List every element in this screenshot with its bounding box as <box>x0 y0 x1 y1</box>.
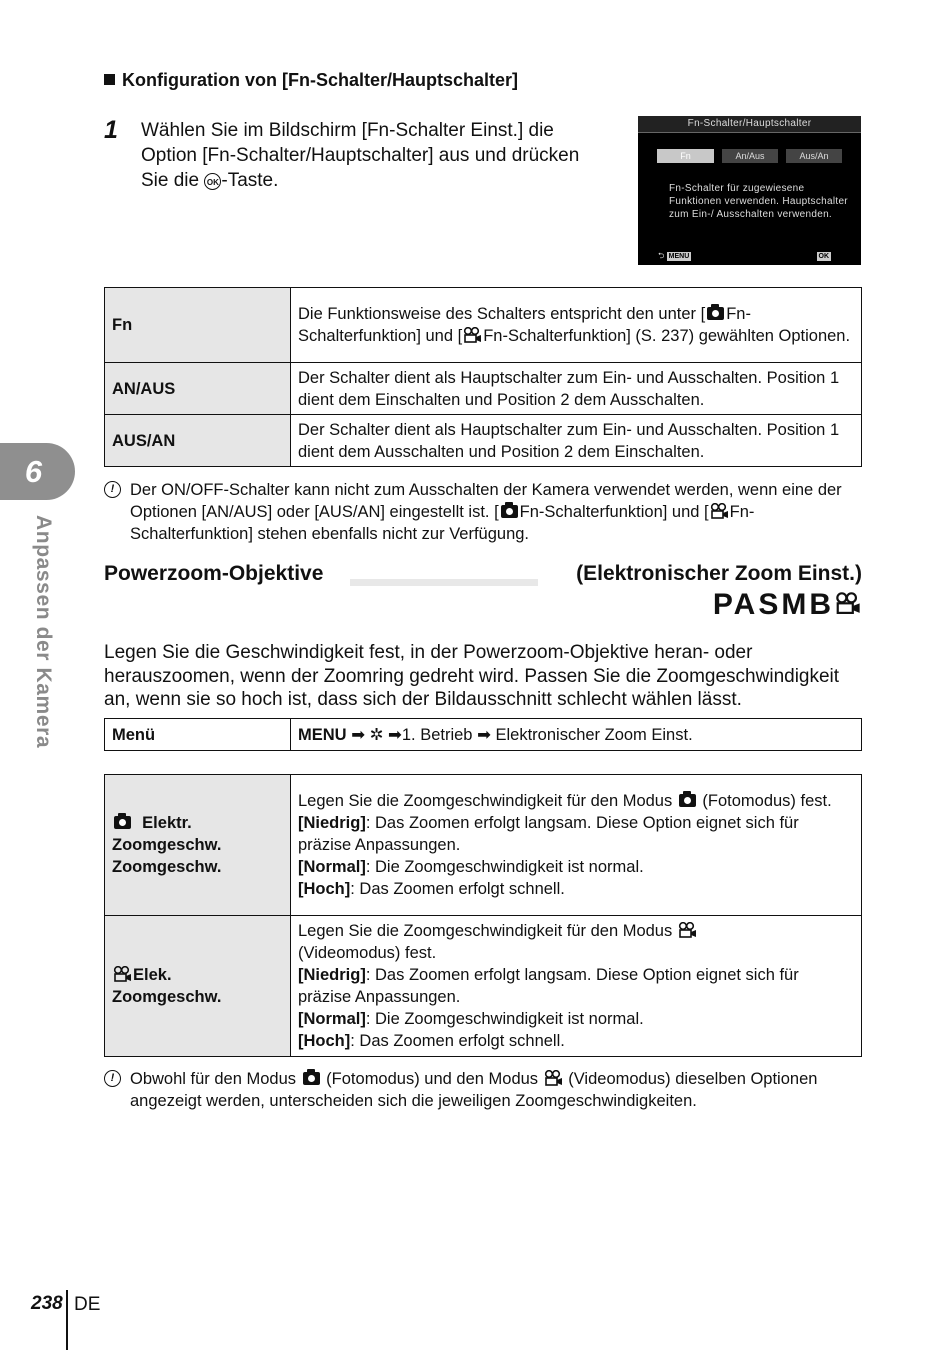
table-text: Legen Sie die Zoomgeschwindigkeit für den Modus <box>298 922 677 940</box>
table-row <box>105 719 862 751</box>
language-code: DE <box>74 1294 101 1315</box>
menu-path <box>291 719 862 751</box>
heading-rule <box>350 579 538 586</box>
table-row <box>105 415 862 467</box>
chapter-title: Anpassen der Kamera <box>32 515 55 749</box>
ok-key[interactable]: OK <box>818 253 829 260</box>
option-label: [Hoch] <box>298 880 351 898</box>
table-text: Fn-Schalterfunktion] und [ <box>298 305 751 345</box>
switch-options-table <box>104 287 862 467</box>
option-label: [Niedrig] <box>298 814 366 832</box>
chapter-title-vertical <box>25 515 55 775</box>
note-text: (Fotomodus) und den Modus <box>321 1070 543 1088</box>
table-key <box>105 916 291 1057</box>
table-text: (Fotomodus) fest. <box>697 792 832 810</box>
table-value <box>291 916 862 1057</box>
note-text: Fn-Schalterfunktion] und [ <box>519 503 709 521</box>
arrow-icon: ➡ <box>388 725 402 744</box>
table-value: Der Schalter dient als Hauptschalter zum Ein- und Ausschalten. Position 1 dient dem Ausschalten und Position 2 dem Einschalten. <box>291 415 862 467</box>
option-label: [Hoch] <box>298 1032 351 1050</box>
menu-path-table <box>104 718 862 751</box>
table-text: (Videomodus) fest. <box>298 944 437 962</box>
section2-paragraph: Legen Sie die Geschwindigkeit fest, in der Powerzoom-Objektive heran- oder herauszoomen, wenn der Zoomring gedreht wird. Passen Sie die Zoomgeschwindigkeit an, wenn sie so hoch ist, dass sich der Bildausschnitt schlecht wählen lässt. <box>104 642 840 710</box>
table-text: Fn-Schalterfunktion] (S. 237) gewählten Optionen. <box>483 327 851 345</box>
table-key: Fn <box>105 288 291 363</box>
table-value: Der Schalter dient als Hauptschalter zum Ein- und Ausschalten. Position 1 dient dem Einschalten und Position 2 dem Ausschalten. <box>291 363 862 415</box>
note-text: (Videomodus) dieselben Optionen angezeigt werden, unterscheiden sich die jeweiligen Zoomgeschwindigkeiten. <box>130 1070 818 1110</box>
video-icon <box>113 966 132 983</box>
camera-icon <box>303 1072 320 1085</box>
camera-icon <box>501 505 518 518</box>
shooting-modes <box>600 588 862 622</box>
section-heading-fn-switch <box>104 70 518 91</box>
section-title: Konfiguration von [Fn-Schalter/Hauptschalter] <box>122 70 519 90</box>
table-text: Legen Sie die Zoomgeschwindigkeit für den Modus <box>298 792 677 810</box>
step-text <box>141 118 611 193</box>
arrow-icon: ➡ <box>477 725 491 744</box>
table-text: : Das Zoomen erfolgt langsam. Diese Option eignet sich für präzise Anpassungen. <box>298 966 799 1006</box>
video-mode-icon <box>835 590 861 614</box>
caution-icon: ! <box>104 481 121 498</box>
table-value <box>291 288 862 363</box>
video-icon <box>710 503 729 520</box>
video-icon <box>678 922 697 939</box>
caution-icon: ! <box>104 1070 121 1087</box>
camera-icon <box>114 816 131 829</box>
camera-icon <box>707 307 724 320</box>
zoom-speed-table <box>104 774 862 1057</box>
table-key-text: Elek. <box>133 966 172 984</box>
mode-letters: PASMB <box>712 588 834 621</box>
option-label: [Niedrig] <box>298 966 366 984</box>
table-text: : Das Zoomen erfolgt langsam. Diese Option eignet sich für präzise Anpassungen. <box>298 814 799 854</box>
camera-screen <box>638 116 861 265</box>
menu-key-label: MENU <box>298 725 347 744</box>
screen-footer <box>638 250 861 264</box>
table-key-text: Zoomgeschw. <box>112 988 222 1006</box>
table-row <box>105 363 862 415</box>
table-row <box>105 916 862 1057</box>
step-text-part: Wählen Sie im Bildschirm [Fn-Schalter Einst.] die Option [Fn-Schalter/Hauptschalter] aus und drücken Sie die <box>141 120 580 191</box>
note-text: Der ON/OFF-Schalter kann nicht zum Ausschalten der Kamera verwendet werden, wenn eine der Optionen [AN/AUS] oder [AUS/AN] eingestellt ist. [ <box>130 481 842 521</box>
table-key <box>105 775 291 916</box>
option-label: [Normal] <box>298 1010 366 1028</box>
step-text-part: -Taste. <box>221 170 279 191</box>
video-icon <box>544 1070 563 1087</box>
table-text: : Das Zoomen erfolgt schnell. <box>350 880 565 898</box>
chapter-tab[interactable]: 6 <box>0 443 75 500</box>
table-text: : Das Zoomen erfolgt schnell. <box>350 1032 565 1050</box>
table-value <box>291 775 862 916</box>
table-key: AN/AUS <box>105 363 291 415</box>
screen-description: Fn-Schalter für zugewiesene Funktionen verwenden. Hauptschalter zum Ein-/ Ausschalten verwenden. <box>669 183 848 220</box>
footer-divider <box>66 1290 68 1350</box>
table-text: Die Funktionsweise des Schalters entspricht den unter [ <box>298 305 706 323</box>
table-key-text: Elektr. <box>142 814 192 832</box>
table-text: : Die Zoomgeschwindigkeit ist normal. <box>365 1010 644 1028</box>
table-row <box>105 775 862 916</box>
screen-option-an-aus[interactable]: An/Aus <box>722 149 778 163</box>
step-number: 1 <box>104 116 118 144</box>
back-arrow-icon: ⮌ <box>658 251 665 260</box>
gear-icon: ✲ <box>369 725 384 744</box>
screen-option-fn[interactable]: Fn <box>657 149 714 163</box>
page-number: 238 <box>31 1293 63 1314</box>
ok-button-icon: OK <box>204 173 221 190</box>
section2-menu-name: (Elektronischer Zoom Einst.) <box>576 562 862 585</box>
menu-item: 1. Betrieb <box>401 725 473 744</box>
camera-icon <box>679 794 696 807</box>
table-text: : Die Zoomgeschwindigkeit ist normal. <box>365 858 644 876</box>
screen-option-aus-an[interactable]: Aus/An <box>786 149 842 163</box>
arrow-icon: ➡ <box>351 725 366 744</box>
menu-target: Elektronischer Zoom Einst. <box>495 725 693 744</box>
video-icon <box>463 327 482 344</box>
square-bullet-icon <box>104 74 115 85</box>
screen-title: Fn-Schalter/Hauptschalter <box>638 116 861 133</box>
caution-note <box>104 479 864 545</box>
note-text: Fn-Schalterfunktion] stehen ebenfalls nicht zur Verfügung. <box>130 503 755 543</box>
section2-title: Powerzoom-Objektive <box>104 562 324 585</box>
menu-label: Menü <box>105 719 291 751</box>
note-text: Obwohl für den Modus <box>130 1070 301 1088</box>
caution-note <box>104 1068 864 1112</box>
table-key: AUS/AN <box>105 415 291 467</box>
table-key-text: Zoomgeschw. Zoomgeschw. <box>112 836 222 876</box>
option-label: [Normal] <box>298 858 366 876</box>
menu-key: MENU <box>668 253 690 260</box>
table-row <box>105 288 862 363</box>
back-button[interactable] <box>658 250 691 264</box>
